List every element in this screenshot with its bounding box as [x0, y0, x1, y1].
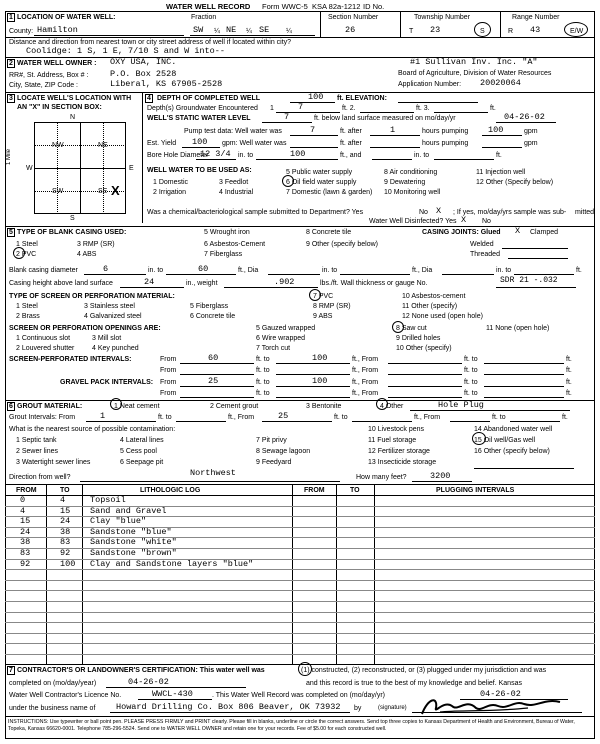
gravel-to[interactable]: 100	[312, 376, 328, 386]
record-date[interactable]: 04-26-02	[480, 689, 521, 699]
instructions: INSTRUCTIONS: Use typewriter or ball point pen. PLEASE PRESS FIRMLY and PRINT clearly. Please fill in blanks, underline or circle the correct answers. Send top three copies to Kansas Department of Health and Environment, Bureau of Water, Topeka, Kansas 66620-0001. Telephone 785-296-5524. Send one to WATER WELL OWNER and retain one for your records. Fee of $5.00 for each constructed well.	[8, 719, 575, 732]
form-number: Form WWC-5	[262, 2, 308, 11]
casing-to[interactable]: 60	[198, 264, 209, 274]
casing-pvc[interactable]: 2 PVC	[16, 251, 37, 258]
cert-constructed: (1) constructed, (2) reconstructed, or (3) plugged under my jurisdiction and was	[301, 667, 547, 674]
owner-city[interactable]: Liberal, KS 67905-2528	[110, 79, 223, 89]
log-from[interactable]: 0	[20, 495, 26, 505]
est-yield[interactable]: 100	[192, 137, 208, 147]
log-from[interactable]: 24	[20, 526, 31, 537]
log-from[interactable]: 38	[20, 537, 31, 548]
grout-other-value[interactable]: Hole Plug	[438, 400, 484, 410]
gravel-from[interactable]: 25	[208, 376, 219, 386]
grout-from[interactable]: 1	[100, 411, 106, 421]
locate-title: LOCATE WELL'S LOCATION WITH	[17, 95, 132, 102]
pump-level[interactable]: 7	[310, 125, 316, 135]
static-date[interactable]: 04-26-02	[504, 112, 545, 122]
range-circle	[564, 22, 588, 37]
grout-other[interactable]: 4 Other	[380, 403, 404, 410]
distance-value[interactable]: Coolidge: 1 S, 1 E, 7/10 S and W into--	[26, 46, 225, 56]
ksa-reference: KSA 82a-1212	[312, 2, 361, 11]
application-number[interactable]: 20020064	[480, 78, 521, 88]
use-circle	[282, 175, 294, 187]
log-to[interactable]: 15	[60, 505, 71, 516]
log-desc[interactable]: Topsoil	[90, 495, 126, 505]
bore-to[interactable]: 100	[290, 149, 306, 159]
id-label: ID No.	[363, 2, 385, 11]
chem-no-x[interactable]: X	[436, 206, 442, 216]
completion-date[interactable]: 04-26-02	[128, 677, 169, 687]
lease-name[interactable]: #1 Sullivan Inv. Inc. "A"	[410, 57, 538, 67]
county-value[interactable]: Hamilton	[37, 25, 78, 35]
distance-label: Distance and direction from nearest town or city street address of well if located within city?	[9, 39, 292, 46]
owner-title: WATER WELL OWNER :	[17, 60, 97, 67]
opening-saw-cut[interactable]: 8 Saw cut	[396, 325, 427, 332]
township-circle	[474, 22, 491, 37]
log-from[interactable]: 83	[20, 548, 31, 558]
quarter-2[interactable]: NE	[226, 25, 237, 35]
log-desc[interactable]: Clay and Sandstone layers "blue"	[90, 558, 254, 569]
pump-gpm[interactable]: 100	[488, 125, 504, 135]
screen-pvc[interactable]: 7 PVC	[313, 293, 334, 300]
form-title: WATER WELL RECORD	[166, 2, 251, 11]
screen-to[interactable]: 100	[312, 353, 328, 363]
quarter-3[interactable]: SE	[259, 25, 270, 35]
well-record-form: WATER WELL RECORD Form WWC-5 KSA 82a-1212 ID No. 1 LOCATION OF WATER WELL: Fraction Section Number Township Number Range Number County: Hamilton SW ¼ NE ¼ SE ¼ 26 T 23 S R 43 E/W Distance and direction from nearest town or city street address of well if located within city? Coolidge: 1 S, 1 E, 7/10 S and W into-- 2 WATER WELL OWNER : RR#, St. Address, Box # : City, State, ZIP Code : OXY USA, INC. P.O. Box 2528 Liberal, KS 67905-2528 #1 Sullivan Inv. Inc. "A" Board of Agriculture, Division of Water Resources Application Number: 20020064 3 LOCATE WELL'S LOCATION WITH AN "X" IN SECTION BOX: N NW NE SW SE X W E S 1 Mile 4 DEPTH OF COMPLETED WELL 100 ft. ELEVATION: Depth(s) Groundwater Encountered 1 7 ft. 2. ft. 3. ft. WELL'S STATIC WATER LEVEL 7 ft. below land surface measured on mo/day/yr 04-26-02 Pump test data: Well water was 7 ft. after 1 hours pumping 100 gpm Est. Yield 100 gpm: Well water was ft. after hours pumping gpm Bore Hole Diameter 12 3/4 in. to 100 ft., and in. to ft. WELL WATER TO BE USED AS: 1 Domestic 2 Irrigation 3 Feedlot 4 Industrial 5 Public water supply 6 Oil field water supply 7 Domestic (lawn & garden) 8 Air conditioning 9 Dewatering 10 Monitoring well 11 Injection well 12 Other (Specify below) Was a chemical/bacteriological sample submitted to Department? Yes No X ; If yes, mo/day/yrs sample was sub- mitted Water Well Disinfected? Yes X No 5 TYPE OF BLANK CASING USED: 1 Steel 2 PVC 3 RMP (SR) 4 ABS 5 Wrought iron 6 Asbestos-Cement 7 Fiberglass 8 Concrete tile 9 Other (specify below) CASING JOINTS: Glued X Clamped Welded Threaded Blank casing diameter 6 in. to 60 ft., Dia in. to ft., Dia in. to ft. Casing height above land surface 24 in., weight .902 lbs./ft. Wall thickness or gauge No. SDR 21 -.032 TYPE OF SCREEN OR PERFORATION MATERIAL: 1 Steel 2 Brass 3 Stainless steel 4 Galvanized steel 5 Fiberglass 6 Concrete tile 7 PVC 8 RMP (SR) 9 ABS 10 Asbestos-cement 11 Other (specify) 12 None used (open hole) SCREEN OR PERFORATION OPENINGS ARE: 1 Continuous slot 2 Louvered shutter 3 Mill slot 4 Key punched 5 Gauzed wrapped 6 Wire wrapped 7 Torch cut 8 Saw cut 9 Drilled holes 10 Other (specify) 11 None (open hole) SCREEN-PERFORATED INTERVALS: From 60 ft. to 100 ft., From ft. to ft. From ft. to ft., From ft. to ft. GRAVEL PACK INTERVALS: From 25 ft. to 100 ft., From ft. to ft. From ft. to ft., From ft. to ft. 6 GROUT MATERIAL: 1 Neat cement 2 Cement grout 3 Bentonite 4 Other Hole Plug Grout Intervals: From 1 ft. to ft., From 25 ft. to ft., From ft. to ft. What is the nearest source of possible contamination: 1 Septic tank 2 Sewer lines 3 Watertight sewer lines 4 Lateral lines 5 Cess pool 6 Seepage pit 7 Pit privy 8 Sewage lagoon 9 Feedyard 10 Livestock pens 11 Fuel storage 12 Fertilizer storage 13 Insecticide storage 14 Abandoned water well 15 Oil well/Gas well 16 Other (specify below) Direction from well? Northwest How many feet? 3200 FROM TO LITHOLOGIC LOG FROM TO PLUGGING INTERVALS 0 4 Topsoil 4 15 Sand and Gravel 15 24 Clay "blue" 24 38 Sandstone "blue" 38 83 Sandstone "white" 83 92 Sandstone "brown" 92 100 Clay and Sandstone layers "blue" 7 CONTRACTOR'S OR LANDOWNER'S CERTIFICATION: This water well was (1) constructed, (2) reconstructed, or (3) plugged under my jurisdiction and was completed on (mo/day/year) 04-26-02 and this record is true to the best of my knowledge and belief. Kansas Water Well Contractor's Licence No. WWCL-430 . This Water Well Record was completed on (mo/day/yr) 04-26-02 under the business name of Howard Drilling Co. Box 806 Beaver, OK 73932 by (signature) INSTRUCTIONS: Use typewriter or ball point pen. PLEASE PRESS FIRMLY and PRINT clearly. Please fill in blanks, underline or circle the correct answers. Send top three copies to Kansas Department of Health and Environment, Bureau of Water, Topeka, Kansas 66620-0001. Telephone 785-296-5524. Send one to WATER WELL OWNER and retain one for your records. Fee of $5.00 for each constructed well.	[0, 0, 600, 744]
log-from[interactable]: 4	[20, 505, 26, 516]
casing-diameter[interactable]: 6	[103, 264, 109, 274]
license-number[interactable]: WWCL-430	[152, 689, 193, 699]
log-to[interactable]: 38	[60, 526, 71, 537]
contam-oil-gas-well[interactable]: 15 Oil well/Gas well	[474, 437, 536, 444]
log-desc[interactable]: Sandstone "brown"	[90, 548, 177, 558]
log-to[interactable]: 92	[60, 548, 71, 558]
log-desc[interactable]: Sandstone "blue"	[90, 526, 172, 537]
log-to[interactable]: 83	[60, 537, 71, 548]
grout-from-2[interactable]: 25	[278, 411, 289, 421]
range-ew[interactable]: E/W	[570, 28, 584, 35]
range-number[interactable]: 43	[530, 25, 541, 35]
section-number[interactable]: 26	[345, 25, 356, 35]
business-name[interactable]: Howard Drilling Co. Box 806 Beaver, OK 73932	[116, 702, 341, 712]
location-x-mark: X	[111, 183, 120, 198]
owner-address[interactable]: P.O. Box 2528	[110, 69, 177, 79]
wall-gauge[interactable]: SDR 21 -.032	[500, 276, 558, 285]
casing-weight[interactable]: .902	[274, 277, 295, 287]
log-desc[interactable]: Sandstone "white"	[90, 537, 177, 548]
grout-neat-cement[interactable]: 1 Neat cement	[114, 403, 160, 410]
depth-value[interactable]: 100	[308, 92, 324, 102]
casing-height[interactable]: 24	[144, 277, 155, 287]
log-to[interactable]: 100	[60, 558, 76, 569]
static-level[interactable]: 7	[284, 112, 290, 122]
log-to[interactable]: 24	[60, 516, 71, 527]
direction-value[interactable]: Northwest	[190, 468, 236, 478]
township-s[interactable]: S	[480, 28, 485, 35]
bore-diameter[interactable]: 12 3/4	[200, 149, 231, 159]
township-number[interactable]: 23	[430, 25, 441, 35]
joints-glued-x[interactable]: X	[515, 226, 521, 236]
log-desc[interactable]: Sand and Gravel	[90, 505, 167, 516]
disinfected-yes[interactable]: X	[461, 215, 467, 225]
log-desc[interactable]: Clay "blue"	[90, 516, 147, 527]
log-from[interactable]: 92	[20, 558, 31, 569]
log-to[interactable]: 4	[60, 495, 66, 505]
use-oil-field[interactable]: 6 Oil field water supply	[286, 179, 357, 186]
log-from[interactable]: 15	[20, 516, 31, 527]
quarter-1[interactable]: SW	[193, 25, 204, 35]
screen-from[interactable]: 60	[208, 353, 219, 363]
groundwater-1[interactable]: 7	[298, 102, 304, 112]
owner-name[interactable]: OXY USA, INC.	[110, 57, 177, 67]
pump-after-hours[interactable]: 1	[390, 125, 396, 135]
location-title: LOCATION OF WATER WELL:	[17, 14, 116, 21]
distance-feet[interactable]: 3200	[430, 471, 451, 481]
